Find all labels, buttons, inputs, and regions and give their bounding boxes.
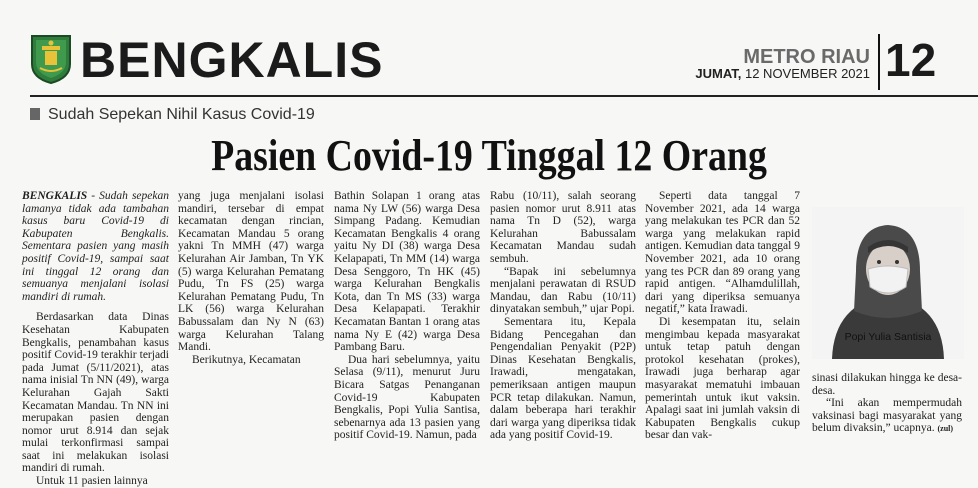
paragraph: Rabu (10/11), salah seorang pasien nomor urut 8.911 atas nama Tn D (52), warga Kelurahan Babussalam Kecamatan Mandau sudah sembuh. <box>490 190 636 265</box>
article-column-3 <box>334 190 480 442</box>
page-number: 12 <box>885 34 937 86</box>
byline: (zul) <box>937 424 954 434</box>
paragraph: Untuk 11 pasien lainnya <box>36 475 148 488</box>
article-column-6 <box>812 372 962 436</box>
headline: Pasien Covid-19 Tinggal 12 Orang <box>211 131 767 180</box>
paragraph: Dua hari sebelumnya, yaitu Selasa (9/11), menurut Juru Bicara Satgas Penanganan Covid-19 Kabupaten Bengkalis, Popi Yulia Santisa, sebenarnya ada 13 pasien yang positif Covid-19. Namun, pada <box>334 353 480 442</box>
section-title: BENGKALIS <box>80 32 384 88</box>
issue-date: JUMAT, 12 NOVEMBER 2021 <box>695 66 870 81</box>
paragraph: yang juga menjalani isolasi mandiri, tersebar di empat kecamatan dengan rincian, Kecamatan Mandau 5 orang yakni Tn MMH (47) warga Kelurahan Air Jamban, Tn YK (5) warga Kelurahan Pematang Pudu, Tn FS (25) warga Kelurahan Pematang Pudu, Tn LK (56) warga Kelurahan Babussalam dan Ny N (63) warga Kelurahan Talang Mandi. <box>178 190 324 354</box>
article-column-2 <box>178 190 324 366</box>
masthead-divider <box>878 34 880 90</box>
paragraph: Seperti data tanggal 7 November 2021, ada 14 warga yang melakukan tes PCR dan 52 warga yang melakukan rapid antigen. Kemudian data tanggal 9 November 2021, ada 10 orang yang tes PCR dan 89 orang yang rapid antigen. “Alhamdulillah, dari yang diperiksa semuanya negatif,” kata Irawadi. <box>645 190 800 316</box>
masthead-rule <box>30 95 978 97</box>
paragraph: Berikutnya, Kecamatan <box>192 353 301 366</box>
article-column-4 <box>490 190 636 442</box>
paragraph: sinasi dilakukan hingga ke desa-desa. <box>812 372 962 397</box>
paper-name: METRO RIAU <box>743 46 870 68</box>
paragraph: Sementara itu, Kepala Bidang Pencegahan dan Pengendalian Penyakit (P2P) Dinas Kesehatan Bengkalis, Irawadi, mengatakan, pemeriksaan antigen maupun PCR tetap dilakukan. Namun, dalam beberapa hari terakhir dari warga yang diperiksa tidak ada yang positif Covid-19. <box>490 315 636 442</box>
photo-caption: Popi Yulia Santisia <box>844 331 932 343</box>
bengkalis-coat-of-arms-icon <box>30 34 72 84</box>
paragraph: Berdasarkan data Dinas Kesehatan Kabupaten Bengkalis, penambahan kasus positif Covid-19 terakhir terjadi pada Jumat (5/11/2021), atas nama inisial Tn NN (49), warga Kelurahan Gajah Sakti Kecamatan Mandau. Tn NN ini merupakan pasien dengan nomor urut 8.914 dan sejak mulai terkonfirmasi sampai saat ini melakukan isolasi mandiri di rumah. <box>22 311 169 475</box>
article-column-1 <box>22 190 169 488</box>
masthead <box>0 0 978 98</box>
kicker-square-icon <box>30 108 40 120</box>
lead-paragraph: BENGKALIS - Sudah sepekan lamanya tidak ada tambahan kasus baru Covid-19 di Kabupaten Bengkalis. Sementara pasien yang masih positif Covid-19, sampai saat ini tinggal 12 orang dan semuanya menjalani isolasi mandiri di rumah. <box>22 190 169 303</box>
kicker: Sudah Sepekan Nihil Kasus Covid-19 <box>30 106 315 124</box>
paragraph: Bathin Solapan 1 orang atas nama Ny LW (56) warga Desa Simpang Padang. Kemudian Kecamatan Bengkalis 4 orang yaitu Ny DI (38) warga Desa Kelapapati, Tn MM (14) warga Desa Senggoro, Tn HK (45) warga Kelurahan Bengkalis Kota, dan Tn MS (33) warga Desa Kelapapati. Terakhir Kecamatan Bantan 1 orang atas nama Ny E (42) warga Desa Pambang Baru. <box>334 190 480 354</box>
article-column-5 <box>645 190 800 442</box>
dateline: BENGKALIS <box>22 190 88 202</box>
paragraph: “Bapak ini sebelumnya menjalani perawatan di RSUD Mandau, dan Rabu (10/11) dinyatakan sembuh,” ujar Popi. <box>490 265 636 316</box>
paragraph: Di kesempatan itu, selain mengimbau kepada masyarakat untuk tetap patuh dengan protokol kesehatan (prokes), Irawadi juga berharap agar masyarakat mematuhi imbauan pemerintah untuk ikut vaksin. Apalagi saat ini jumlah vaksin di Kabupaten Bengkalis cukup besar dan vak- <box>645 315 800 442</box>
paragraph: “Ini akan mempermudah vaksinasi bagi masyarakat yang belum divaksin,” ucapnya. (zul) <box>812 397 962 435</box>
